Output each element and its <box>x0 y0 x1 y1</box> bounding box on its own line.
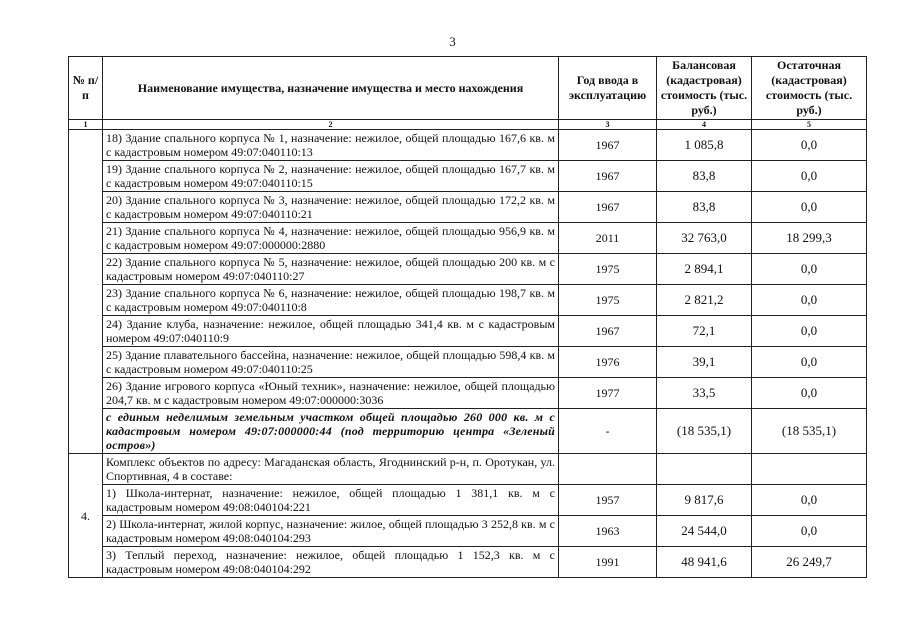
complex-intro: Комплекс объектов по адресу: Магаданская область, Ягоднинский р-н, п. Оротукан, ул. Спортивная, 4 в составе: <box>103 454 559 485</box>
year-cell: 1967 <box>559 316 657 347</box>
table-row <box>69 485 867 516</box>
header-row <box>69 57 867 120</box>
residual-cell: 0,0 <box>752 485 867 516</box>
column-number: 1 <box>69 120 103 130</box>
year-cell: 2011 <box>559 223 657 254</box>
land-plot-row <box>69 409 867 454</box>
table-row <box>69 347 867 378</box>
balance-cell: 39,1 <box>657 347 752 378</box>
property-name: 2) Школа-интернат, жилой корпус, назначение: жилое, общей площадью 3 252,8 кв. м с кадастровым номером 49:08:040104:293 <box>103 516 559 547</box>
balance-cell <box>657 454 752 485</box>
balance-cell: 24 544,0 <box>657 516 752 547</box>
table-row <box>69 192 867 223</box>
header-year: Год ввода в эксплуатацию <box>559 57 657 120</box>
year-cell <box>559 454 657 485</box>
year-cell: 1967 <box>559 161 657 192</box>
property-table <box>68 56 867 578</box>
property-name: 24) Здание клуба, назначение: нежилое, общей площадью 341,4 кв. м с кадастровым номером 49:07:040110:9 <box>103 316 559 347</box>
column-number: 4 <box>657 120 752 130</box>
balance-cell: 2 894,1 <box>657 254 752 285</box>
balance-cell: 83,8 <box>657 192 752 223</box>
table-row <box>69 130 867 161</box>
property-name: 25) Здание плавательного бассейна, назначение: нежилое, общей площадью 598,4 кв. м с кадастровым номером 49:07:040110:25 <box>103 347 559 378</box>
column-number: 2 <box>103 120 559 130</box>
balance-cell: 1 085,8 <box>657 130 752 161</box>
year-cell: - <box>559 409 657 454</box>
residual-cell: 0,0 <box>752 161 867 192</box>
table-row <box>69 316 867 347</box>
column-number: 5 <box>752 120 867 130</box>
balance-cell: 9 817,6 <box>657 485 752 516</box>
property-name: 23) Здание спального корпуса № 6, назначение: нежилое, общей площадью 198,7 кв. м с кадастровым номером 49:07:040110:8 <box>103 285 559 316</box>
property-name: 22) Здание спального корпуса № 5, назначение: нежилое, общей площадью 200 кв. м с кадастровым номером 49:07:040110:27 <box>103 254 559 285</box>
property-name: 1) Школа-интернат, назначение: нежилое, общей площадью 1 381,1 кв. м с кадастровым номером 49:08:040104:221 <box>103 485 559 516</box>
table-row <box>69 516 867 547</box>
balance-cell: 83,8 <box>657 161 752 192</box>
residual-cell: 0,0 <box>752 192 867 223</box>
column-number: 3 <box>559 120 657 130</box>
year-cell: 1967 <box>559 130 657 161</box>
residual-cell: 0,0 <box>752 285 867 316</box>
property-name: 19) Здание спального корпуса № 2, назначение: нежилое, общей площадью 167,7 кв. м с кадастровым номером 49:07:040110:15 <box>103 161 559 192</box>
table-row <box>69 285 867 316</box>
balance-cell: 33,5 <box>657 378 752 409</box>
residual-cell: (18 535,1) <box>752 409 867 454</box>
year-cell: 1963 <box>559 516 657 547</box>
balance-cell: 48 941,6 <box>657 547 752 578</box>
residual-cell: 0,0 <box>752 347 867 378</box>
page-number: 3 <box>449 34 456 49</box>
property-name: 3) Теплый переход, назначение: нежилое, общей площадью 1 152,3 кв. м с кадастровым номером 49:08:040104:292 <box>103 547 559 578</box>
residual-cell: 0,0 <box>752 316 867 347</box>
property-name: 18) Здание спального корпуса № 1, назначение: нежилое, общей площадью 167,6 кв. м с кадастровым номером 49:07:040110:13 <box>103 130 559 161</box>
residual-cell: 0,0 <box>752 130 867 161</box>
residual-cell: 26 249,7 <box>752 547 867 578</box>
residual-cell: 18 299,3 <box>752 223 867 254</box>
year-cell: 1977 <box>559 378 657 409</box>
complex-intro-row <box>69 454 867 485</box>
column-number-row <box>69 120 867 130</box>
table-row <box>69 547 867 578</box>
table-row <box>69 223 867 254</box>
residual-cell: 0,0 <box>752 378 867 409</box>
header-name: Наименование имущества, назначение имущества и место нахождения <box>103 57 559 120</box>
year-cell: 1957 <box>559 485 657 516</box>
balance-cell: 72,1 <box>657 316 752 347</box>
year-cell: 1991 <box>559 547 657 578</box>
residual-cell: 0,0 <box>752 254 867 285</box>
table-row <box>69 254 867 285</box>
property-name: 20) Здание спального корпуса № 3, назначение: нежилое, общей площадью 172,2 кв. м с кадастровым номером 49:07:040110:21 <box>103 192 559 223</box>
balance-cell: 2 821,2 <box>657 285 752 316</box>
group-number-cell <box>69 130 103 454</box>
table-row <box>69 161 867 192</box>
balance-cell: (18 535,1) <box>657 409 752 454</box>
year-cell: 1975 <box>559 254 657 285</box>
residual-cell <box>752 454 867 485</box>
header-residual-value: Остаточная (кадастровая) стоимость (тыс. руб.) <box>752 57 867 120</box>
year-cell: 1975 <box>559 285 657 316</box>
property-name: 26) Здание игрового корпуса «Юный техник», назначение: нежилое, общей площадью 204,7 кв. м с кадастровым номером 49:07:000000:3036 <box>103 378 559 409</box>
property-name: 21) Здание спального корпуса № 4, назначение: нежилое, общей площадью 956,9 кв. м с кадастровым номером 49:07:000000:2880 <box>103 223 559 254</box>
residual-cell: 0,0 <box>752 516 867 547</box>
header-balance-value: Балансовая (кадастровая) стоимость (тыс. руб.) <box>657 57 752 120</box>
year-cell: 1976 <box>559 347 657 378</box>
year-cell: 1967 <box>559 192 657 223</box>
header-number: № п/п <box>69 57 103 120</box>
balance-cell: 32 763,0 <box>657 223 752 254</box>
group-number-cell: 4. <box>69 454 103 578</box>
table-row <box>69 378 867 409</box>
land-plot-description: с единым неделимым земельным участком общей площадью 260 000 кв. м с кадастровым номером 49:07:000000:44 (под территорию центра «Зеленый остров») <box>103 409 559 454</box>
